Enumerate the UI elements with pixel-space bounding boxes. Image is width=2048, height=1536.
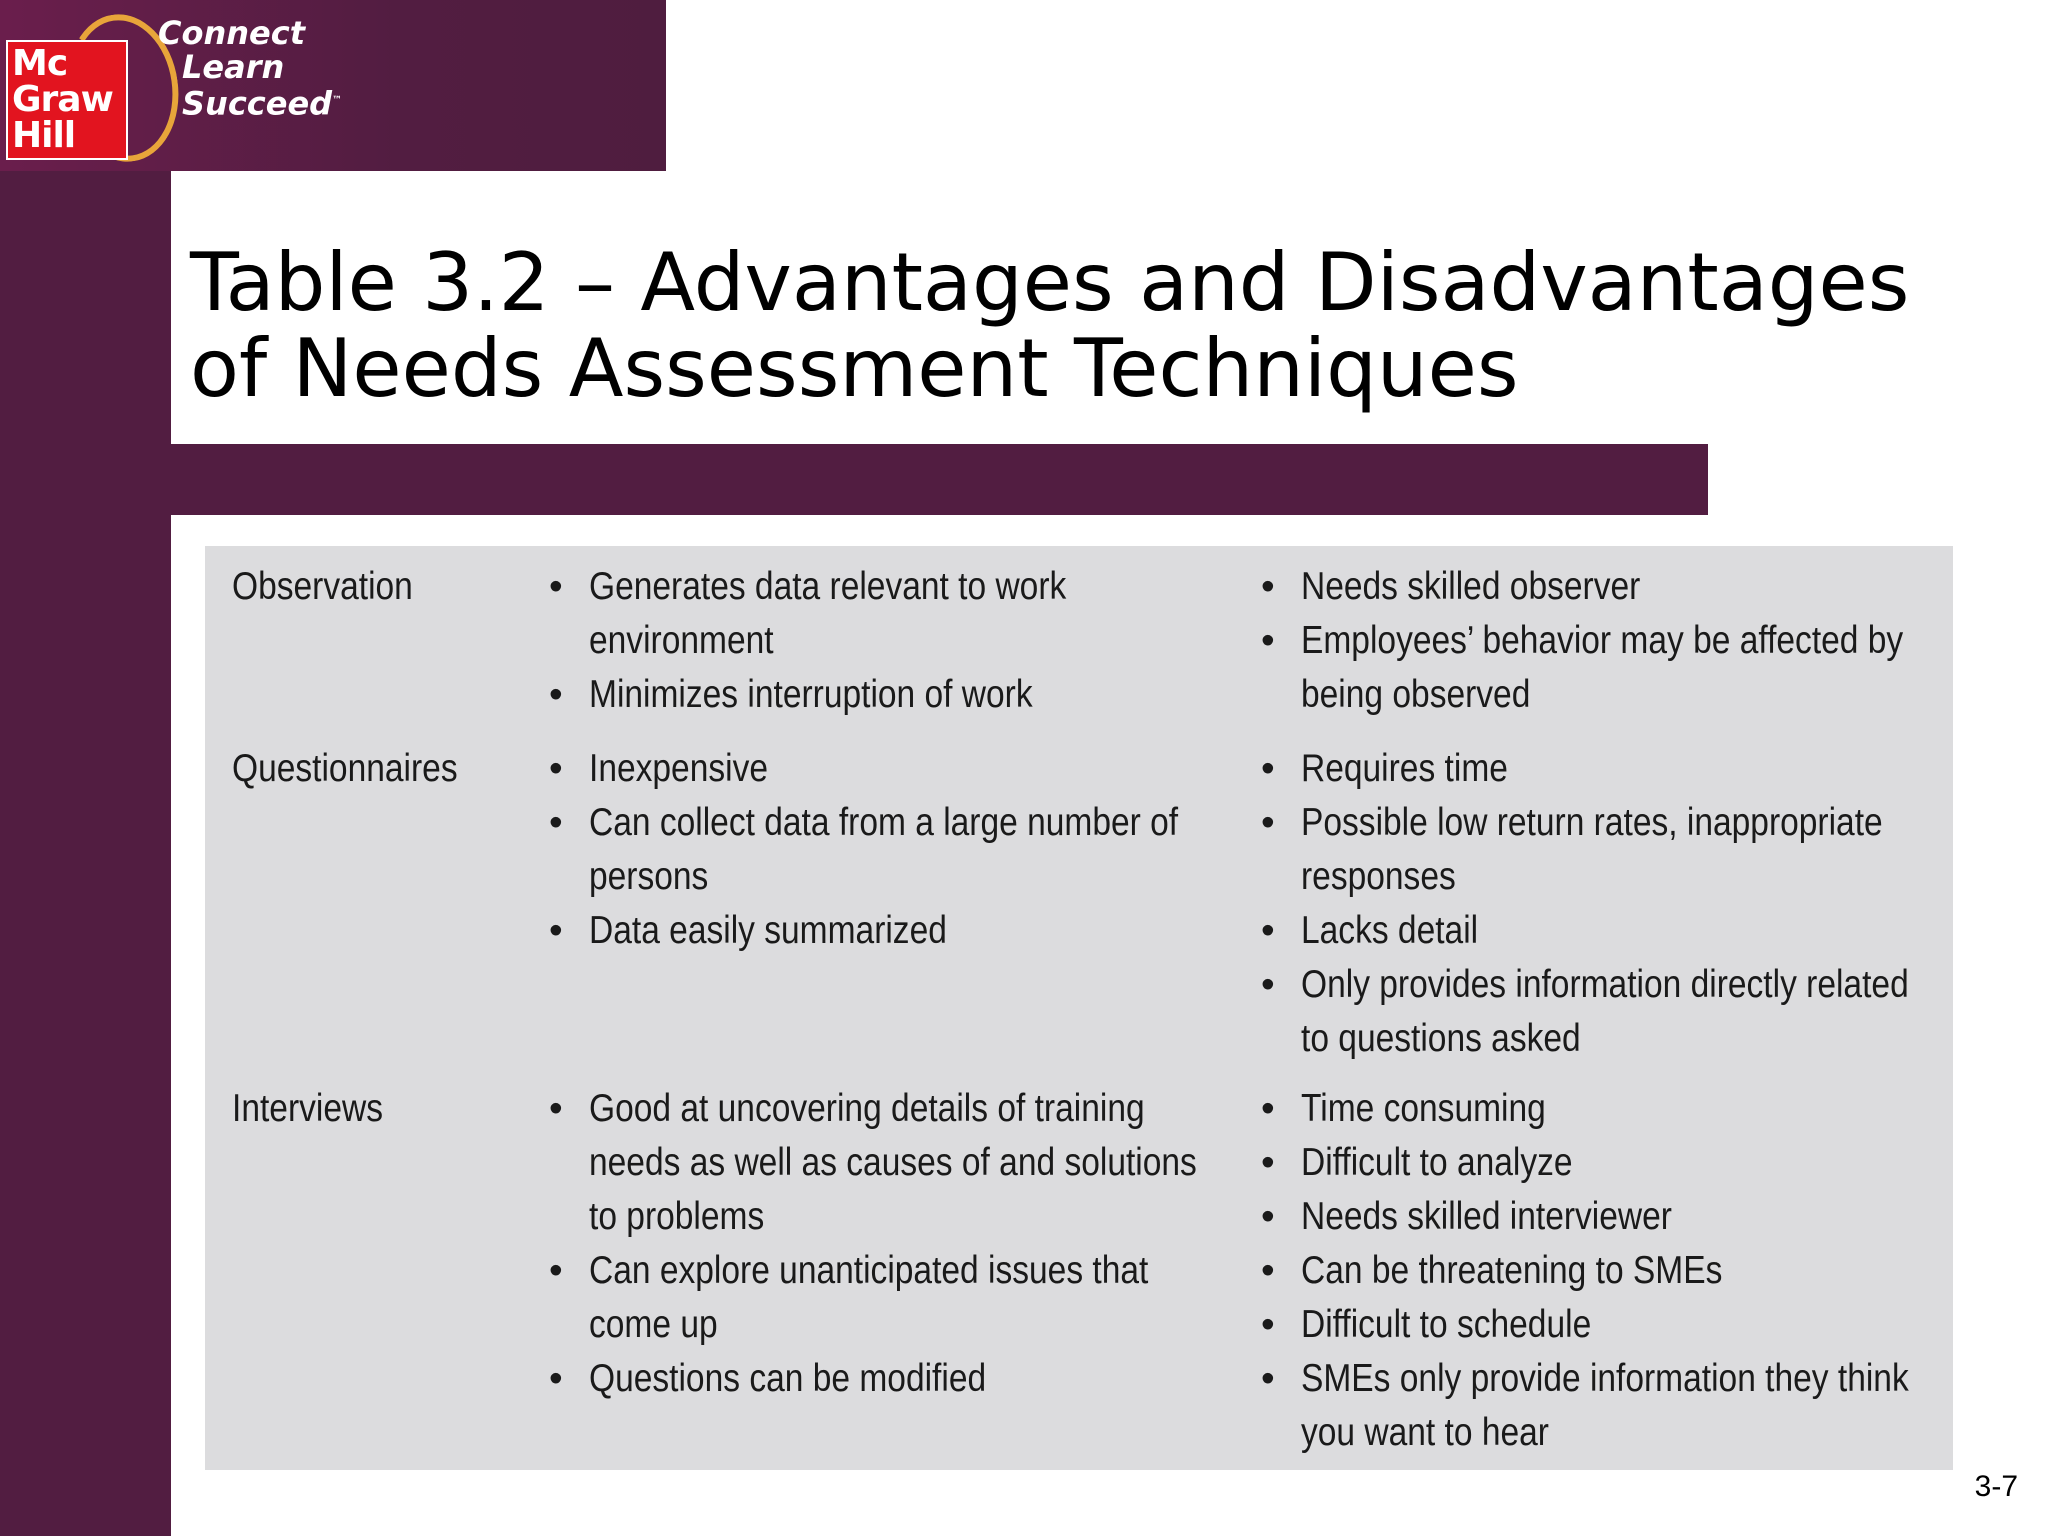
list-item-text: • Questions can be modified: [589, 1357, 987, 1400]
list-item: [1261, 1298, 1941, 1352]
logo-brand-line: Mc: [12, 43, 68, 84]
technique-name: Questionnaires: [232, 747, 458, 790]
list-item-text: • Can collect data from a large number of persons: [589, 801, 1179, 898]
disadvantages-list: [1261, 1082, 1941, 1460]
mcgraw-hill-logo: [6, 12, 343, 170]
list-item: [1261, 614, 1941, 722]
needs-assessment-table: [205, 546, 1953, 1470]
advantages-list: [549, 1082, 1229, 1406]
list-item-text: • Needs skilled interviewer: [1301, 1195, 1672, 1238]
list-item-text: • Can explore unanticipated issues that come up: [589, 1249, 1149, 1346]
list-item: [549, 742, 1229, 796]
list-item-text: • Requires time: [1301, 747, 1508, 790]
logo-brand-line: Graw: [12, 79, 113, 120]
list-item: [549, 1082, 1229, 1244]
list-item-text: • Time consuming: [1301, 1087, 1546, 1130]
technique-name: Observation: [232, 565, 413, 608]
list-item-text: • Possible low return rates, inappropriate responses: [1301, 801, 1883, 898]
list-item: [549, 904, 1229, 958]
list-item-text: • Employees’ behavior may be affected by being observed: [1301, 619, 1904, 716]
list-item-text: • Difficult to analyze: [1301, 1141, 1573, 1184]
logo-tagline-connect: Connect: [158, 14, 305, 52]
list-item: [1261, 1190, 1941, 1244]
slide-title-line-1: Table 3.2 – Advantages and Disadvantages: [190, 236, 1910, 329]
frame-inner-corner: [171, 171, 231, 231]
logo-tagline-learn: Learn: [182, 48, 285, 86]
list-item: [549, 1352, 1229, 1406]
trademark-symbol: ™: [332, 95, 343, 106]
list-item: [1261, 958, 1941, 1066]
technique-name: Interviews: [232, 1087, 383, 1130]
list-item: [1261, 1244, 1941, 1298]
left-frame-bar: [0, 0, 171, 1536]
list-item-text: • Generates data relevant to work environment: [589, 565, 1067, 662]
list-item: [549, 1244, 1229, 1352]
list-item-text: • Needs skilled observer: [1301, 565, 1641, 608]
page-number: 3-7: [1974, 1470, 2018, 1503]
list-item-text: • Can be threatening to SMEs: [1301, 1249, 1723, 1292]
list-item-text: • Good at uncovering details of training needs as well as causes of and solutions to problems: [589, 1087, 1197, 1238]
list-item: [1261, 1352, 1941, 1460]
list-item-text: • SMEs only provide information they think you want to hear: [1301, 1357, 1909, 1454]
list-item-text: • Data easily summarized: [589, 909, 947, 952]
list-item: [549, 668, 1229, 722]
logo-brand-line: Hill: [12, 115, 76, 156]
list-item: [1261, 560, 1941, 614]
list-item: [1261, 796, 1941, 904]
title-underline-band: [171, 444, 1708, 515]
disadvantages-list: [1261, 742, 1941, 1066]
logo-tagline-succeed-text: Succeed: [182, 84, 333, 123]
list-item: [1261, 742, 1941, 796]
list-item: [1261, 1136, 1941, 1190]
list-item: [549, 560, 1229, 668]
logo-brand-box: [6, 40, 128, 160]
list-item-text: • Lacks detail: [1301, 909, 1479, 952]
list-item: [549, 796, 1229, 904]
advantages-list: [549, 560, 1229, 722]
disadvantages-list: [1261, 560, 1941, 722]
list-item: [1261, 904, 1941, 958]
list-item-text: • Minimizes interruption of work: [589, 673, 1033, 716]
slide-title-line-2: of Needs Assessment Techniques: [190, 322, 1519, 415]
logo-tagline-succeed: [182, 84, 342, 121]
advantages-list: [549, 742, 1229, 958]
slide-title: [190, 236, 1970, 415]
list-item-text: • Inexpensive: [589, 747, 769, 790]
list-item-text: • Difficult to schedule: [1301, 1303, 1592, 1346]
list-item: [1261, 1082, 1941, 1136]
list-item-text: • Only provides information directly related to questions asked: [1301, 963, 1909, 1060]
